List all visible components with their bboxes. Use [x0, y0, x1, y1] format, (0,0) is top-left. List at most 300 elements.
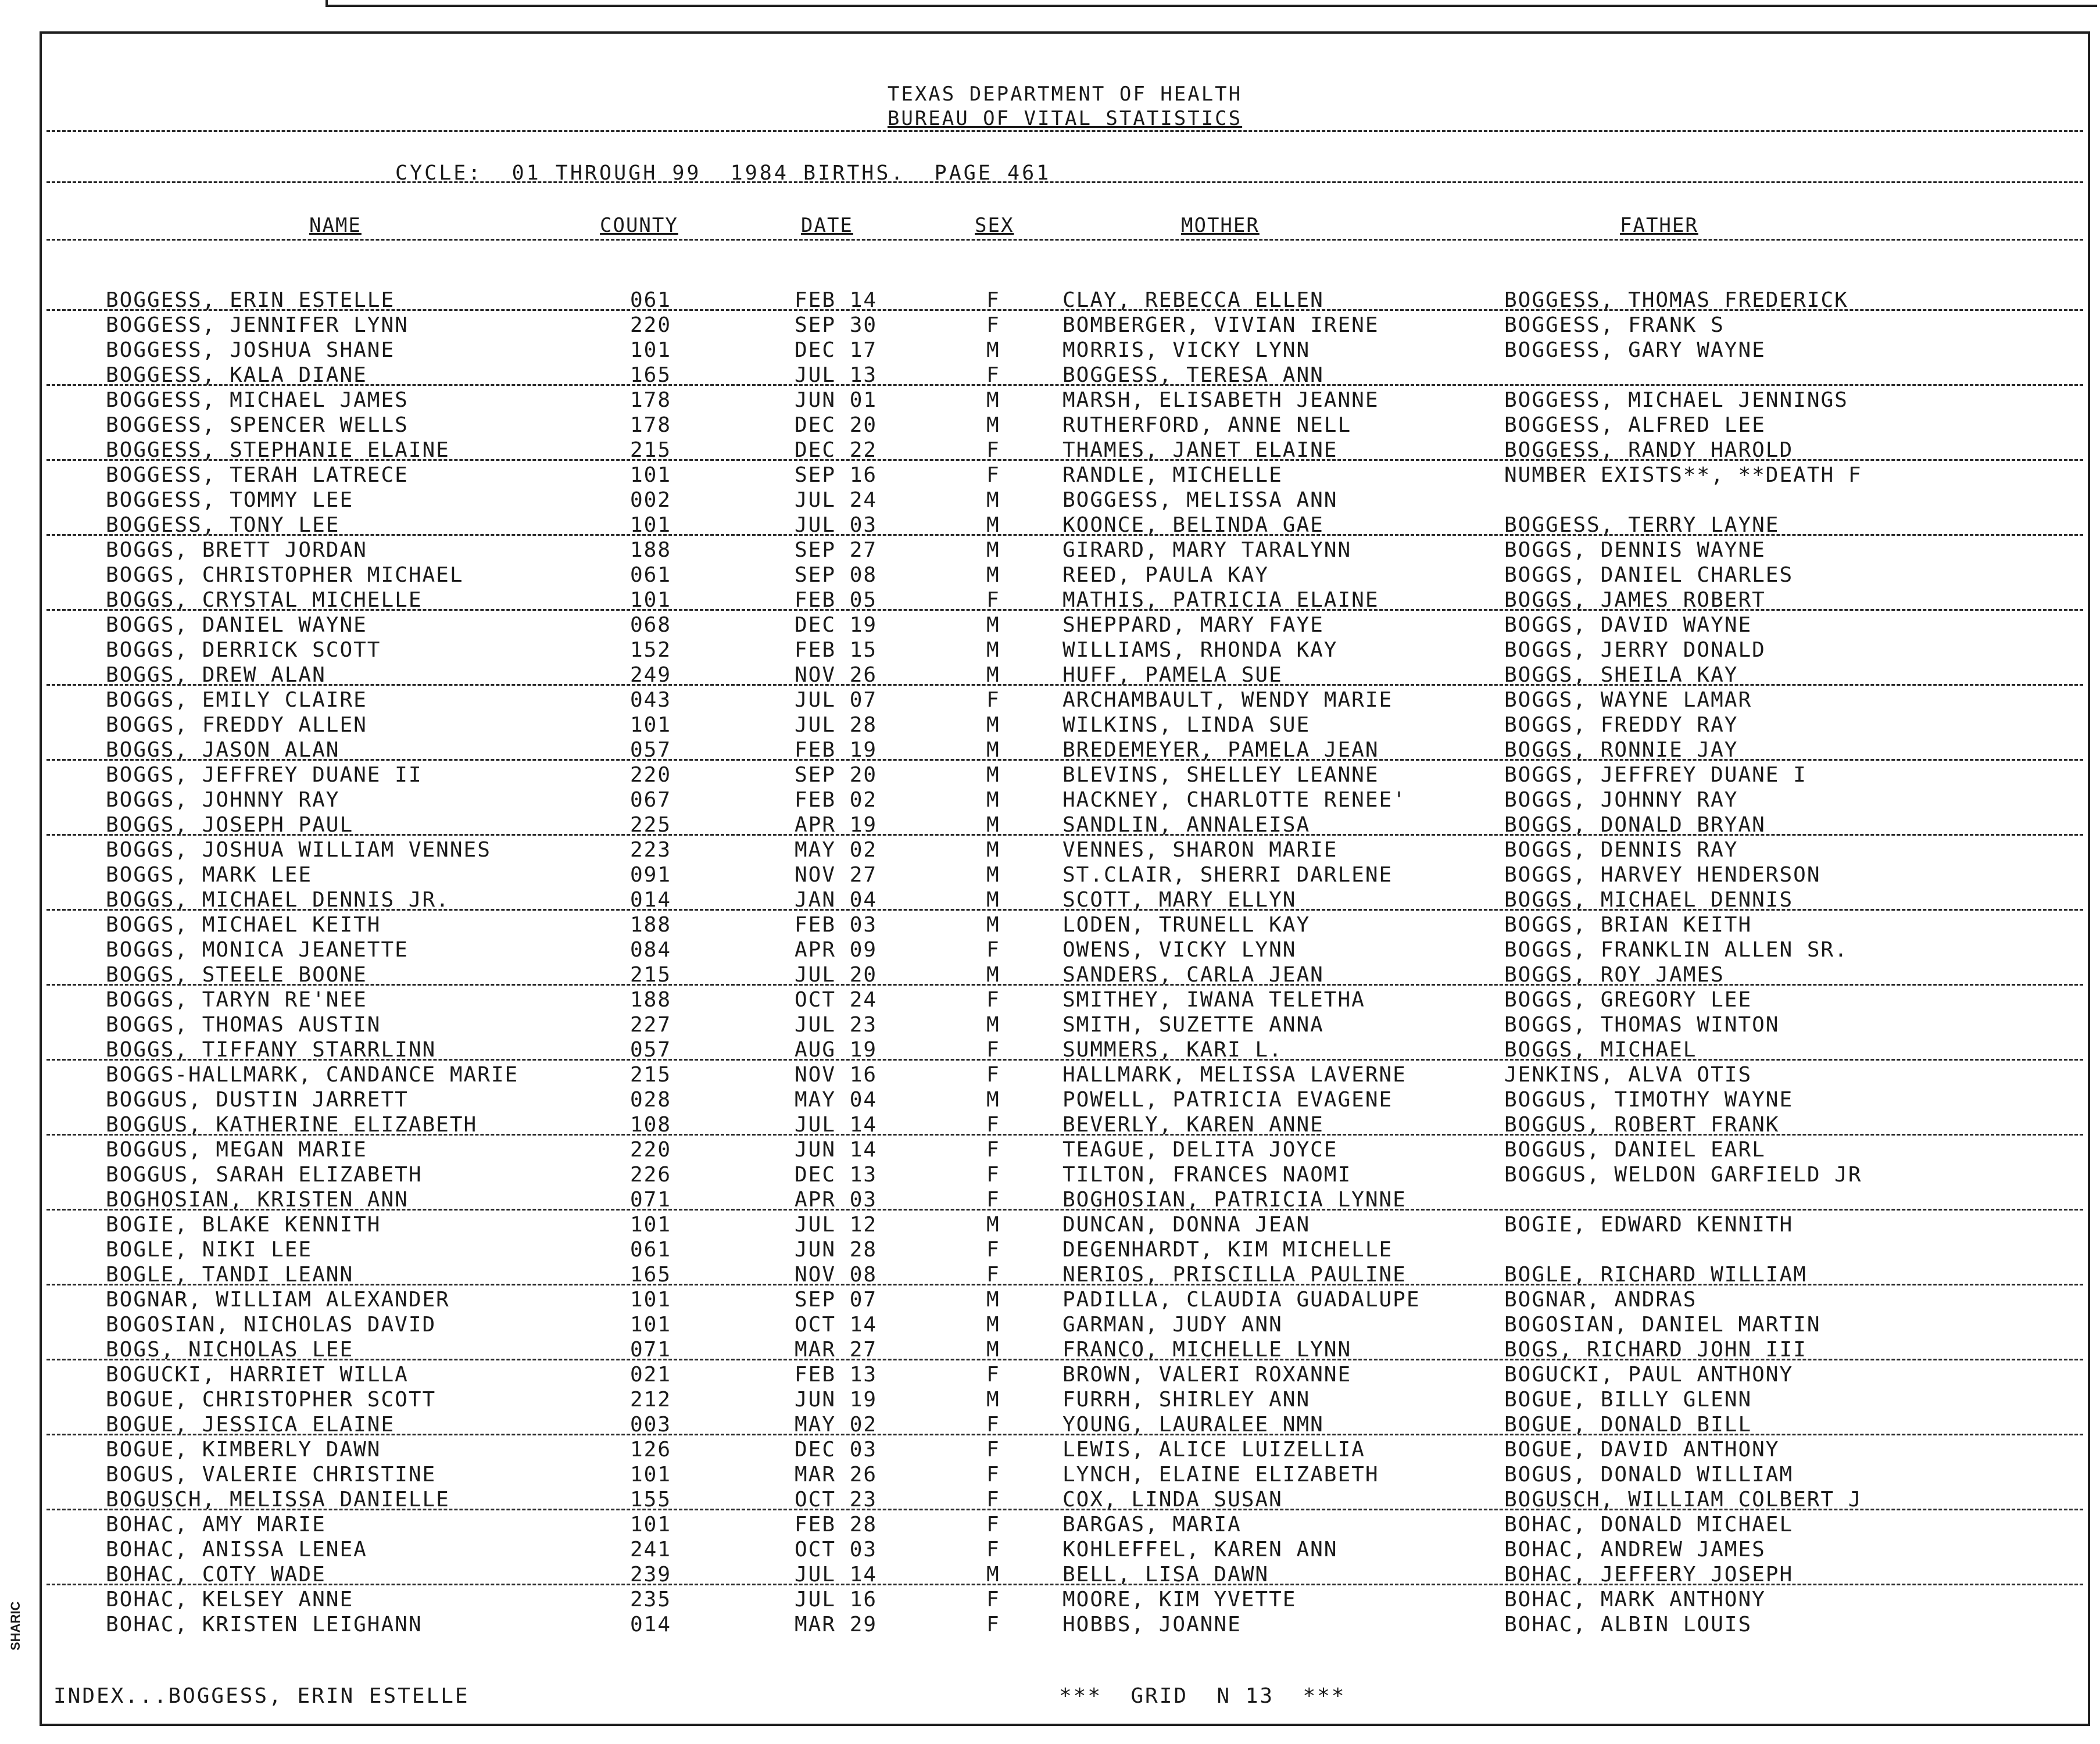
record-county: 101	[630, 1513, 672, 1537]
record-sex: M	[986, 513, 1000, 537]
record-date: JUL 23	[795, 1013, 878, 1037]
record-row	[42, 1513, 2088, 1538]
record-row	[42, 438, 2088, 463]
record-row	[42, 913, 2088, 938]
record-county: 067	[630, 788, 672, 812]
record-sex: F	[986, 588, 1000, 612]
record-sex: M	[986, 538, 1000, 562]
record-father: BOGUE, DONALD BILL	[1504, 1413, 1752, 1437]
record-father: BOGLE, RICHARD WILLIAM	[1504, 1263, 1807, 1287]
record-name: BOGGS, JOSEPH PAUL	[106, 813, 354, 837]
column-header-name: NAME	[309, 214, 362, 237]
record-sex: M	[986, 1313, 1000, 1337]
record-date: JUL 07	[795, 688, 878, 712]
record-row	[42, 688, 2088, 713]
record-name: BOHAC, COTY WADE	[106, 1563, 326, 1587]
record-father: BOGGUS, DANIEL EARL	[1504, 1138, 1766, 1162]
record-mother: LODEN, TRUNELL KAY	[1062, 913, 1311, 937]
record-sex: F	[986, 1588, 1000, 1612]
record-county: 165	[630, 1263, 672, 1287]
record-name: BOGGESS, TERAH LATRECE	[106, 463, 409, 487]
record-mother: CLAY, REBECCA ELLEN	[1062, 288, 1324, 312]
record-mother: BOGGESS, MELISSA ANN	[1062, 488, 1338, 512]
record-mother: BROWN, VALERI ROXANNE	[1062, 1363, 1352, 1387]
index-footer: INDEX...BOGGESS, ERIN ESTELLE	[53, 1684, 470, 1708]
record-father: BOGGS, JAMES ROBERT	[1504, 588, 1766, 612]
record-sex: M	[986, 613, 1000, 637]
record-row	[42, 888, 2088, 913]
record-name: BOGGS, MICHAEL KEITH	[106, 913, 381, 937]
record-county: 215	[630, 438, 672, 462]
record-row	[42, 988, 2088, 1013]
record-sex: F	[986, 938, 1000, 962]
record-county: 155	[630, 1488, 672, 1512]
record-sex: M	[986, 838, 1000, 862]
record-date: DEC 22	[795, 438, 878, 462]
record-name: BOGGS-HALLMARK, CANDANCE MARIE	[106, 1063, 519, 1087]
record-sex: F	[986, 1263, 1000, 1287]
record-name: BOGIE, BLAKE KENNITH	[106, 1213, 381, 1237]
record-name: BOGGS, TARYN RE'NEE	[106, 988, 367, 1012]
record-name: BOGGESS, JENNIFER LYNN	[106, 313, 409, 337]
record-sex: M	[986, 788, 1000, 812]
record-father: BOGGS, MICHAEL DENNIS	[1504, 888, 1794, 912]
record-row	[42, 613, 2088, 638]
record-name: BOGGS, EMILY CLAIRE	[106, 688, 367, 712]
record-mother: TEAGUE, DELITA JOYCE	[1062, 1138, 1338, 1162]
record-mother: THAMES, JANET ELAINE	[1062, 438, 1338, 462]
record-sex: F	[986, 1463, 1000, 1487]
record-row	[42, 663, 2088, 688]
record-row	[42, 938, 2088, 963]
record-row	[42, 1438, 2088, 1463]
record-mother: SANDERS, CARLA JEAN	[1062, 963, 1324, 987]
record-date: OCT 03	[795, 1538, 878, 1562]
record-name: BOGGS, MICHAEL DENNIS JR.	[106, 888, 450, 912]
record-mother: SMITH, SUZETTE ANNA	[1062, 1013, 1324, 1037]
record-county: 178	[630, 413, 672, 437]
record-date: DEC 19	[795, 613, 878, 637]
record-father: BOGGESS, TERRY LAYNE	[1504, 513, 1780, 537]
record-county: 215	[630, 963, 672, 987]
record-father: BOGGESS, ALFRED LEE	[1504, 413, 1766, 437]
record-mother: BARGAS, MARIA	[1062, 1513, 1242, 1537]
record-name: BOGGS, MARK LEE	[106, 863, 313, 887]
record-county: 014	[630, 1613, 672, 1636]
record-mother: HOBBS, JOANNE	[1062, 1613, 1242, 1636]
record-sex: M	[986, 1088, 1000, 1112]
record-father: BOGGESS, MICHAEL JENNINGS	[1504, 388, 1848, 412]
record-name: BOGGS, DREW ALAN	[106, 663, 326, 687]
record-row	[42, 1263, 2088, 1288]
record-row	[42, 838, 2088, 863]
record-sex: M	[986, 1213, 1000, 1237]
record-row	[42, 863, 2088, 888]
record-father: BOGGS, GREGORY LEE	[1504, 988, 1752, 1012]
record-county: 101	[630, 1213, 672, 1237]
record-sex: M	[986, 763, 1000, 787]
margin-label: SHARIC	[8, 1601, 23, 1650]
record-sex: M	[986, 1338, 1000, 1362]
record-sex: M	[986, 863, 1000, 887]
record-row	[42, 538, 2088, 563]
record-mother: YOUNG, LAURALEE NMN	[1062, 1413, 1324, 1437]
record-county: 014	[630, 888, 672, 912]
record-father: BOGGS, DENNIS WAYNE	[1504, 538, 1766, 562]
record-mother: PADILLA, CLAUDIA GUADALUPE	[1062, 1288, 1421, 1312]
record-date: DEC 17	[795, 338, 878, 362]
record-mother: MORRIS, VICKY LYNN	[1062, 338, 1311, 362]
record-father: BOGGS, RONNIE JAY	[1504, 738, 1738, 762]
record-father: BOHAC, ALBIN LOUIS	[1504, 1613, 1752, 1636]
record-date: OCT 24	[795, 988, 878, 1012]
column-header-divider	[46, 239, 2083, 241]
record-father: BOGGUS, TIMOTHY WAYNE	[1504, 1088, 1794, 1112]
record-row	[42, 1088, 2088, 1113]
record-date: SEP 07	[795, 1288, 878, 1312]
record-mother: BOMBERGER, VIVIAN IRENE	[1062, 313, 1379, 337]
record-sex: M	[986, 1013, 1000, 1037]
record-row	[42, 1288, 2088, 1313]
record-mother: RUTHERFORD, ANNE NELL	[1062, 413, 1352, 437]
cycle-line: CYCLE: 01 THROUGH 99 1984 BIRTHS. PAGE 461	[395, 162, 1051, 185]
record-sex: F	[986, 1163, 1000, 1187]
record-name: BOGNAR, WILLIAM ALEXANDER	[106, 1288, 450, 1312]
record-row	[42, 1563, 2088, 1588]
bureau-title: BUREAU OF VITAL STATISTICS	[887, 107, 1243, 130]
record-father: BOGGS, DANIEL CHARLES	[1504, 563, 1794, 587]
record-row	[42, 1463, 2088, 1488]
record-row	[42, 1338, 2088, 1363]
record-mother: BREDEMEYER, PAMELA JEAN	[1062, 738, 1379, 762]
record-mother: ARCHAMBAULT, WENDY MARIE	[1062, 688, 1393, 712]
record-county: 188	[630, 913, 672, 937]
record-date: AUG 19	[795, 1038, 878, 1062]
record-sex: M	[986, 963, 1000, 987]
record-father: BOGGS, MICHAEL	[1504, 1038, 1697, 1062]
record-sex: F	[986, 1113, 1000, 1137]
record-row	[42, 638, 2088, 663]
record-father: BOGUSCH, WILLIAM COLBERT J	[1504, 1488, 1862, 1512]
record-date: FEB 02	[795, 788, 878, 812]
record-date: JUL 14	[795, 1563, 878, 1587]
record-date: JUL 28	[795, 713, 878, 737]
record-date: JUL 24	[795, 488, 878, 512]
record-sex: M	[986, 713, 1000, 737]
record-county: 101	[630, 1313, 672, 1337]
record-date: FEB 28	[795, 1513, 878, 1537]
record-name: BOGUE, KIMBERLY DAWN	[106, 1438, 381, 1462]
header-divider	[46, 130, 2083, 132]
record-name: BOGGUS, MEGAN MARIE	[106, 1138, 367, 1162]
record-father: BOGNAR, ANDRAS	[1504, 1288, 1697, 1312]
record-county: 188	[630, 538, 672, 562]
record-date: MAR 27	[795, 1338, 878, 1362]
record-sex: M	[986, 413, 1000, 437]
record-mother: VENNES, SHARON MARIE	[1062, 838, 1338, 862]
record-father: BOGUE, DAVID ANTHONY	[1504, 1438, 1780, 1462]
record-row	[42, 563, 2088, 588]
record-date: JUL 14	[795, 1113, 878, 1137]
record-name: BOGHOSIAN, KRISTEN ANN	[106, 1188, 409, 1212]
record-father: BOGGUS, ROBERT FRANK	[1504, 1113, 1780, 1137]
record-date: JUL 16	[795, 1588, 878, 1612]
record-county: 071	[630, 1338, 672, 1362]
record-name: BOHAC, KELSEY ANNE	[106, 1588, 354, 1612]
record-father: BOGGESS, GARY WAYNE	[1504, 338, 1766, 362]
record-date: JUN 01	[795, 388, 878, 412]
record-father: BOHAC, JEFFERY JOSEPH	[1504, 1563, 1794, 1587]
record-name: BOGGS, DANIEL WAYNE	[106, 613, 367, 637]
record-county: 225	[630, 813, 672, 837]
record-date: OCT 23	[795, 1488, 878, 1512]
record-mother: DEGENHARDT, KIM MICHELLE	[1062, 1238, 1393, 1262]
column-header-father: FATHER	[1620, 214, 1698, 237]
record-date: MAY 02	[795, 838, 878, 862]
record-name: BOGGS, JEFFREY DUANE II	[106, 763, 423, 787]
record-date: DEC 20	[795, 413, 878, 437]
record-date: SEP 30	[795, 313, 878, 337]
record-sex: F	[986, 438, 1000, 462]
record-mother: BEVERLY, KAREN ANNE	[1062, 1113, 1324, 1137]
cycle-divider	[46, 181, 2083, 183]
record-date: DEC 13	[795, 1163, 878, 1187]
record-row	[42, 1113, 2088, 1138]
record-county: 212	[630, 1388, 672, 1412]
record-mother: LYNCH, ELAINE ELIZABETH	[1062, 1463, 1379, 1487]
record-father: BOGGS, WAYNE LAMAR	[1504, 688, 1752, 712]
record-father: BOGGS, BRIAN KEITH	[1504, 913, 1752, 937]
top-border-line	[325, 0, 2063, 7]
record-mother: BOGHOSIAN, PATRICIA LYNNE	[1062, 1188, 1407, 1212]
record-date: FEB 15	[795, 638, 878, 662]
record-date: FEB 14	[795, 288, 878, 312]
record-father: BOGGESS, THOMAS FREDERICK	[1504, 288, 1848, 312]
record-county: 227	[630, 1013, 672, 1037]
record-father: BOGOSIAN, DANIEL MARTIN	[1504, 1313, 1821, 1337]
record-county: 220	[630, 313, 672, 337]
record-name: BOGS, NICHOLAS LEE	[106, 1338, 354, 1362]
record-row	[42, 1013, 2088, 1038]
record-row	[42, 288, 2088, 313]
record-row	[42, 488, 2088, 513]
record-mother: HACKNEY, CHARLOTTE RENEE'	[1062, 788, 1407, 812]
record-county: 220	[630, 1138, 672, 1162]
grid-footer: *** GRID N 13 ***	[1059, 1684, 1346, 1708]
record-county: 101	[630, 1288, 672, 1312]
record-date: SEP 16	[795, 463, 878, 487]
record-county: 057	[630, 1038, 672, 1062]
record-sex: M	[986, 663, 1000, 687]
record-row	[42, 388, 2088, 413]
record-father: BOGUS, DONALD WILLIAM	[1504, 1463, 1794, 1487]
record-date: FEB 05	[795, 588, 878, 612]
record-row	[42, 313, 2088, 338]
record-father: BOGGESS, RANDY HAROLD	[1504, 438, 1794, 462]
record-row	[42, 1038, 2088, 1063]
record-name: BOGUE, CHRISTOPHER SCOTT	[106, 1388, 437, 1412]
document-sheet	[40, 31, 2090, 1726]
record-sex: F	[986, 463, 1000, 487]
record-mother: SHEPPARD, MARY FAYE	[1062, 613, 1324, 637]
record-name: BOGUS, VALERIE CHRISTINE	[106, 1463, 437, 1487]
record-sex: F	[986, 1413, 1000, 1437]
record-date: NOV 26	[795, 663, 878, 687]
record-row	[42, 1413, 2088, 1438]
record-county: 101	[630, 588, 672, 612]
record-row	[42, 813, 2088, 838]
record-county: 126	[630, 1438, 672, 1462]
record-row	[42, 1613, 2088, 1638]
record-county: 002	[630, 488, 672, 512]
record-name: BOHAC, AMY MARIE	[106, 1513, 326, 1537]
record-father: BOGGESS, FRANK S	[1504, 313, 1725, 337]
record-row	[42, 1588, 2088, 1613]
record-mother: FRANCO, MICHELLE LYNN	[1062, 1338, 1352, 1362]
record-mother: FURRH, SHIRLEY ANN	[1062, 1388, 1311, 1412]
record-sex: F	[986, 313, 1000, 337]
record-name: BOGGS, FREDDY ALLEN	[106, 713, 367, 737]
record-name: BOGGS, TIFFANY STARRLINN	[106, 1038, 437, 1062]
record-mother: BELL, LISA DAWN	[1062, 1563, 1269, 1587]
record-mother: WILLIAMS, RHONDA KAY	[1062, 638, 1338, 662]
record-date: MAR 26	[795, 1463, 878, 1487]
record-name: BOGLE, TANDI LEANN	[106, 1263, 354, 1287]
record-father: JENKINS, ALVA OTIS	[1504, 1063, 1752, 1087]
record-sex: F	[986, 1188, 1000, 1212]
record-row	[42, 463, 2088, 488]
record-mother: MARSH, ELISABETH JEANNE	[1062, 388, 1379, 412]
record-name: BOGLE, NIKI LEE	[106, 1238, 313, 1262]
record-father: BOHAC, ANDREW JAMES	[1504, 1538, 1766, 1562]
record-county: 101	[630, 463, 672, 487]
record-sex: F	[986, 688, 1000, 712]
record-county: 061	[630, 563, 672, 587]
column-header-sex: SEX	[975, 214, 1014, 237]
record-name: BOGGS, CRYSTAL MICHELLE	[106, 588, 423, 612]
record-father: BOGGS, DENNIS RAY	[1504, 838, 1738, 862]
record-row	[42, 513, 2088, 538]
record-county: 091	[630, 863, 672, 887]
record-father: NUMBER EXISTS**, **DEATH F	[1504, 463, 1862, 487]
record-father: BOGGS, FREDDY RAY	[1504, 713, 1738, 737]
record-father: BOGGS, DONALD BRYAN	[1504, 813, 1766, 837]
record-county: 188	[630, 988, 672, 1012]
record-date: JUL 03	[795, 513, 878, 537]
record-name: BOGGESS, MICHAEL JAMES	[106, 388, 409, 412]
record-sex: M	[986, 1288, 1000, 1312]
record-date: NOV 27	[795, 863, 878, 887]
record-name: BOGGS, THOMAS AUSTIN	[106, 1013, 381, 1037]
record-county: 220	[630, 763, 672, 787]
record-date: NOV 16	[795, 1063, 878, 1087]
record-sex: M	[986, 813, 1000, 837]
record-county: 108	[630, 1113, 672, 1137]
column-header-mother: MOTHER	[1181, 214, 1260, 237]
record-name: BOGGESS, TOMMY LEE	[106, 488, 354, 512]
record-row	[42, 1363, 2088, 1388]
record-row	[42, 1063, 2088, 1088]
record-mother: MATHIS, PATRICIA ELAINE	[1062, 588, 1379, 612]
record-county: 101	[630, 1463, 672, 1487]
record-row	[42, 1238, 2088, 1263]
record-date: FEB 13	[795, 1363, 878, 1387]
record-name: BOHAC, ANISSA LENEA	[106, 1538, 367, 1562]
record-row	[42, 363, 2088, 388]
record-sex: M	[986, 1563, 1000, 1587]
record-name: BOGGESS, KALA DIANE	[106, 363, 367, 387]
record-date: APR 19	[795, 813, 878, 837]
record-county: 061	[630, 1238, 672, 1262]
record-date: NOV 08	[795, 1263, 878, 1287]
record-sex: M	[986, 563, 1000, 587]
record-sex: F	[986, 1613, 1000, 1636]
record-mother: SUMMERS, KARI L.	[1062, 1038, 1283, 1062]
record-mother: DUNCAN, DONNA JEAN	[1062, 1213, 1311, 1237]
record-date: APR 03	[795, 1188, 878, 1212]
record-name: BOGGESS, STEPHANIE ELAINE	[106, 438, 450, 462]
record-name: BOGGS, STEELE BOONE	[106, 963, 367, 987]
record-sex: F	[986, 1538, 1000, 1562]
record-name: BOGGUS, KATHERINE ELIZABETH	[106, 1113, 478, 1137]
record-name: BOGGUS, DUSTIN JARRETT	[106, 1088, 409, 1112]
record-county: 084	[630, 938, 672, 962]
record-county: 101	[630, 513, 672, 537]
record-sex: F	[986, 1513, 1000, 1537]
record-row	[42, 963, 2088, 988]
record-county: 215	[630, 1063, 672, 1087]
record-date: JUL 13	[795, 363, 878, 387]
record-name: BOGGESS, ERIN ESTELLE	[106, 288, 395, 312]
record-county: 165	[630, 363, 672, 387]
record-date: APR 09	[795, 938, 878, 962]
record-mother: COX, LINDA SUSAN	[1062, 1488, 1283, 1512]
record-row	[42, 338, 2088, 363]
record-mother: KOHLEFFEL, KAREN ANN	[1062, 1538, 1338, 1562]
record-row	[42, 763, 2088, 788]
record-father: BOGGS, FRANKLIN ALLEN SR.	[1504, 938, 1848, 962]
record-sex: F	[986, 1438, 1000, 1462]
record-father: BOGIE, EDWARD KENNITH	[1504, 1213, 1794, 1237]
record-name: BOGGESS, TONY LEE	[106, 513, 340, 537]
record-mother: OWENS, VICKY LYNN	[1062, 938, 1297, 962]
record-name: BOGUCKI, HARRIET WILLA	[106, 1363, 409, 1387]
record-name: BOGUSCH, MELISSA DANIELLE	[106, 1488, 450, 1512]
record-county: 003	[630, 1413, 672, 1437]
record-county: 239	[630, 1563, 672, 1587]
record-date: JUN 28	[795, 1238, 878, 1262]
record-sex: F	[986, 1138, 1000, 1162]
record-row	[42, 788, 2088, 813]
record-county: 152	[630, 638, 672, 662]
record-father: BOGGS, ROY JAMES	[1504, 963, 1725, 987]
record-sex: M	[986, 888, 1000, 912]
record-father: BOGUE, BILLY GLENN	[1504, 1388, 1752, 1412]
record-name: BOGGS, JASON ALAN	[106, 738, 340, 762]
record-mother: ST.CLAIR, SHERRI DARLENE	[1062, 863, 1393, 887]
record-county: 071	[630, 1188, 672, 1212]
record-mother: BOGGESS, TERESA ANN	[1062, 363, 1324, 387]
record-mother: BLEVINS, SHELLEY LEANNE	[1062, 763, 1379, 787]
record-mother: SMITHEY, IWANA TELETHA	[1062, 988, 1365, 1012]
record-sex: F	[986, 288, 1000, 312]
record-name: BOGGS, JOHNNY RAY	[106, 788, 340, 812]
record-father: BOHAC, DONALD MICHAEL	[1504, 1513, 1794, 1537]
record-county: 061	[630, 288, 672, 312]
record-county: 043	[630, 688, 672, 712]
record-county: 178	[630, 388, 672, 412]
record-county: 249	[630, 663, 672, 687]
